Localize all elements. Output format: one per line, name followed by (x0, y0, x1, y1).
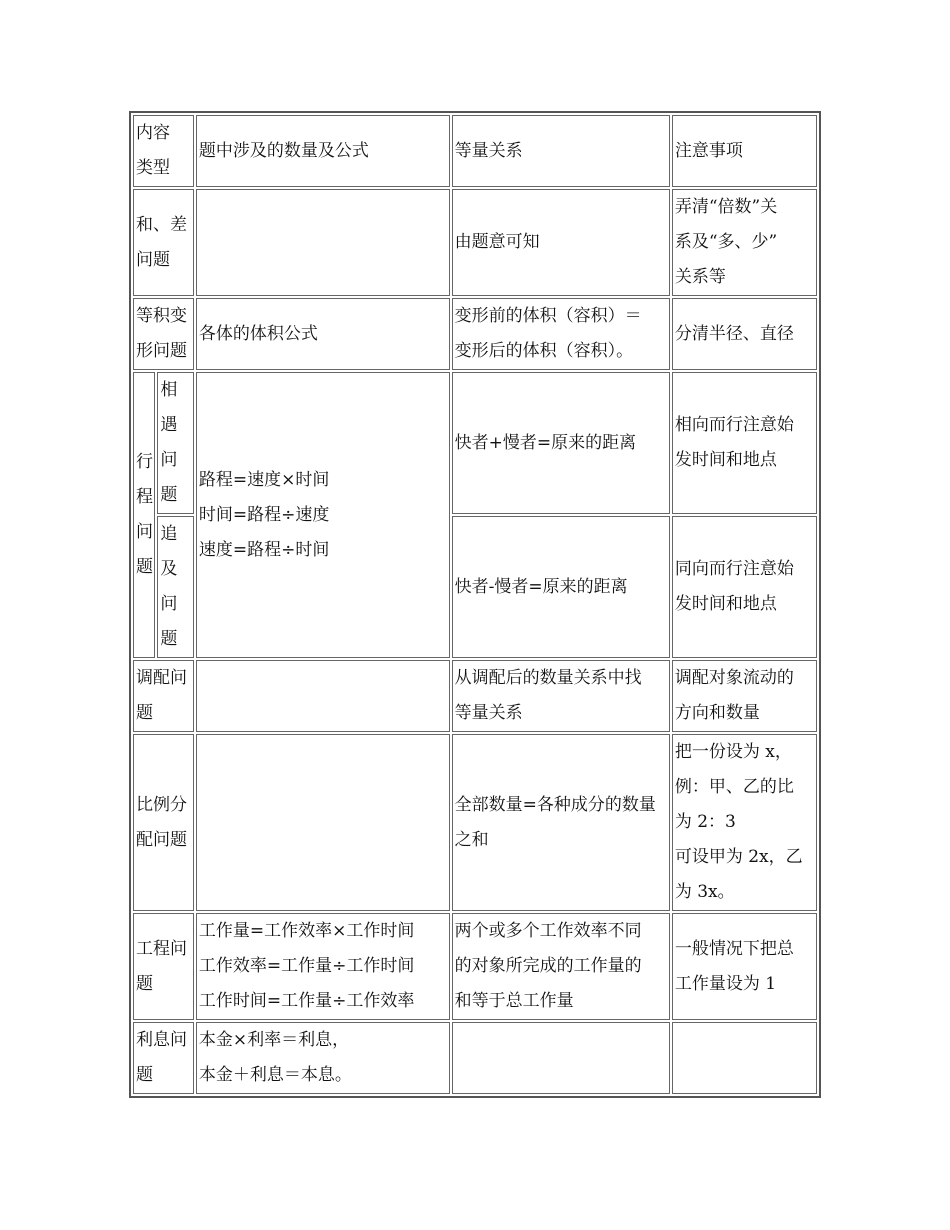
relation-cell: 由题意可知 (452, 189, 670, 296)
relation-cell: 两个或多个工作效率不同 的对象所完成的工作量的 和等于总工作量 (452, 913, 670, 1020)
relation-cell (452, 1022, 670, 1094)
type-cell: 利息问 题 (133, 1022, 194, 1094)
table-row (133, 913, 817, 1020)
relation-cell: 变形前的体积（容积）＝ 变形后的体积（容积）。 (452, 298, 670, 370)
quantities-cell: 各体的体积公式 (196, 298, 450, 370)
subtype-cell (157, 372, 194, 514)
notes-cell: 调配对象流动的 方向和数量 (672, 660, 817, 732)
header-relation: 等量关系 (452, 115, 670, 187)
notes-cell: 弄清“倍数”关 系及“多、少” 关系等 (672, 189, 817, 296)
relation-cell: 全部数量=各种成分的数量 之和 (452, 734, 670, 911)
word-problem-table (129, 111, 821, 1098)
chase-subtype-label: 追 及 问 题 (160, 524, 178, 649)
header-quantities: 题中涉及的数量及公式 (196, 115, 450, 187)
notes-cell: 分清半径、直径 (672, 298, 817, 370)
travel-type-label: 行 程 问 题 (136, 452, 153, 577)
table-row (133, 1022, 817, 1094)
table-row (133, 660, 817, 732)
notes-cell: 同向而行注意始 发时间和地点 (672, 516, 817, 658)
quantities-cell (196, 189, 450, 296)
table-row (133, 734, 817, 911)
quantities-cell: 路程=速度×时间 时间=路程÷速度 速度=路程÷时间 (196, 372, 450, 658)
notes-cell: 把一份设为 x， 例：甲、乙的比 为 2：3 可设甲为 2x，乙 为 3x。 (672, 734, 817, 911)
quantities-cell (196, 734, 450, 911)
type-cell: 等积变 形问题 (133, 298, 194, 370)
type-cell: 调配问 题 (133, 660, 194, 732)
subtype-cell (157, 516, 194, 658)
type-cell (133, 372, 155, 658)
relation-cell: 从调配后的数量关系中找 等量关系 (452, 660, 670, 732)
meet-subtype-label: 相 遇 问 题 (160, 380, 178, 505)
quantities-cell: 本金×利率＝利息， 本金＋利息＝本息。 (196, 1022, 450, 1094)
header-type: 内容 类型 (133, 115, 194, 187)
type-cell: 和、差 问题 (133, 189, 194, 296)
notes-cell (672, 1022, 817, 1094)
header-row (133, 115, 817, 187)
relation-cell: 快者+慢者=原来的距离 (452, 372, 670, 514)
type-cell: 工程问 题 (133, 913, 194, 1020)
relation-cell: 快者-慢者=原来的距离 (452, 516, 670, 658)
type-cell: 比例分 配问题 (133, 734, 194, 911)
quantities-cell: 工作量=工作效率×工作时间 工作效率=工作量÷工作时间 工作时间=工作量÷工作效率 (196, 913, 450, 1020)
table-row (133, 189, 817, 296)
header-notes: 注意事项 (672, 115, 817, 187)
table-row (133, 372, 817, 514)
notes-cell: 一般情况下把总 工作量设为 1 (672, 913, 817, 1020)
quantities-cell (196, 660, 450, 732)
notes-cell: 相向而行注意始 发时间和地点 (672, 372, 817, 514)
table-row (133, 298, 817, 370)
